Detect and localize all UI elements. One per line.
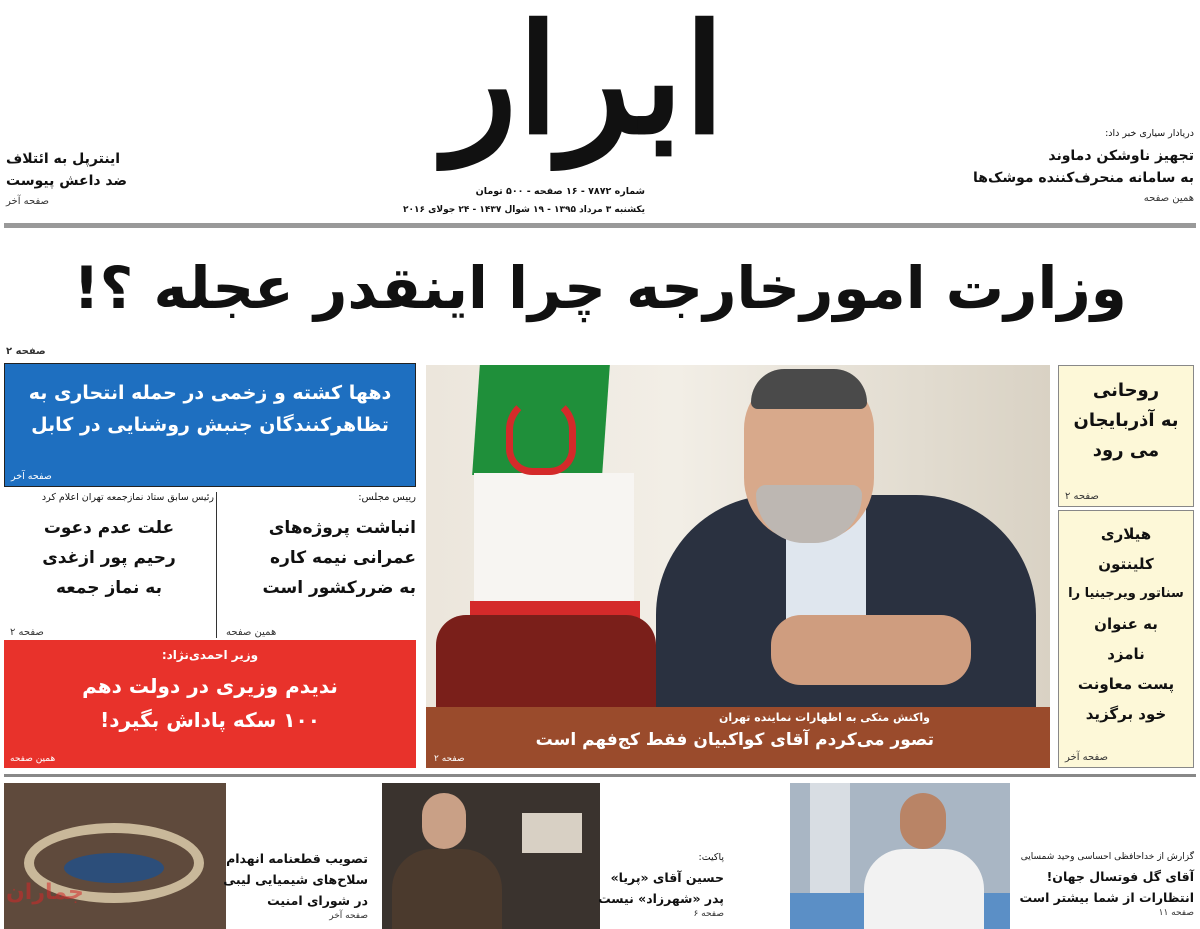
blue-box[interactable] bbox=[4, 363, 416, 487]
photo-caption-headline: تصور می‌کردم آقای کواکبیان فقط کج‌فهم است bbox=[535, 730, 934, 750]
teaser-left-page: صفحه آخر bbox=[6, 196, 50, 207]
photo-caption-kicker: واکنش متکی به اظهارات نماینده تهران bbox=[719, 711, 930, 724]
teaser-right[interactable] bbox=[960, 128, 1194, 220]
red-box-line-2: ۱۰۰ سکه پاداش بگیرد! bbox=[100, 708, 320, 732]
red-box-line-1: ندیدم وزیری در دولت دهم bbox=[82, 674, 338, 698]
story-majlis-kicker: رییس مجلس: bbox=[358, 492, 416, 503]
bottom-tv-line-1: حسین آقای «پریا» bbox=[610, 870, 724, 885]
side-clinton-line-6: پست معاونت bbox=[1077, 675, 1175, 693]
bottom-futsal-kicker: گزارش از خداحافظی احساسی وحید شمسایی bbox=[1020, 852, 1194, 862]
side-clinton[interactable] bbox=[1058, 510, 1194, 768]
side-rouhani-line-2: به آذربایجان bbox=[1073, 410, 1179, 431]
person-hair bbox=[751, 369, 867, 409]
red-box-kicker: وزیر احمدی‌نژاد: bbox=[161, 648, 259, 662]
bottom-futsal-line-2: انتظارات از شما بیشتر است bbox=[1019, 890, 1194, 905]
story-friday[interactable] bbox=[4, 492, 214, 638]
bottom-futsal-line-1: آقای گل فوتسال جهان! bbox=[1046, 869, 1194, 884]
side-clinton-line-1: هیلاری bbox=[1100, 525, 1152, 543]
flag-white-stripe bbox=[474, 473, 634, 603]
futsal-photo bbox=[790, 783, 1010, 929]
story-majlis-line-1: انباشت پروژه‌های bbox=[268, 518, 416, 538]
person-hands bbox=[771, 615, 971, 685]
teaser-left[interactable] bbox=[6, 148, 186, 218]
bottom-rule bbox=[4, 774, 1196, 777]
side-rouhani-page: صفحه ۲ bbox=[1065, 491, 1099, 502]
tv-background-sign bbox=[522, 813, 582, 853]
bottom-futsal-page: صفحه ۱۱ bbox=[1158, 908, 1194, 918]
side-clinton-line-3: سناتور ویرجینیا را bbox=[1068, 586, 1184, 601]
main-headline[interactable]: وزارت امورخارجه چرا اینقدر عجله ؟! bbox=[73, 254, 1127, 322]
masthead-rule bbox=[4, 223, 1196, 228]
main-photo bbox=[426, 365, 1050, 707]
tv-person-body bbox=[392, 849, 502, 929]
photo-caption[interactable] bbox=[426, 707, 1050, 768]
bottom-un-line-3: در شورای امنیت bbox=[267, 893, 368, 908]
story-friday-page: صفحه ۲ bbox=[10, 627, 44, 638]
bottom-tv-line-2: پدر «شهرزاد» نیست bbox=[598, 891, 724, 906]
story-friday-kicker: رئیس سابق ستاد نمازجمعه تهران اعلام کرد bbox=[41, 492, 214, 503]
bottom-tv-kicker: پاکیت: bbox=[698, 852, 724, 863]
story-majlis-line-3: به ضررکشور است bbox=[262, 578, 416, 598]
bottom-un-line-1: تصویب قطعنامه انهدام bbox=[226, 851, 368, 866]
bottom-tv-page: صفحه ۶ bbox=[693, 909, 724, 919]
teaser-right-headline-2: به سامانه منحرف‌کننده موشک‌ها bbox=[973, 170, 1194, 186]
side-clinton-line-2: کلینتون bbox=[1098, 555, 1154, 573]
bottom-un-page: صفحه آخر bbox=[329, 911, 368, 921]
side-clinton-line-5: نامزد bbox=[1107, 645, 1145, 663]
column-divider bbox=[216, 492, 217, 638]
futsal-background-player bbox=[810, 783, 850, 893]
teaser-left-headline-1: اینترپل به ائتلاف bbox=[6, 151, 121, 167]
blue-box-page: صفحه آخر bbox=[11, 471, 52, 482]
masthead-logo: ابرار bbox=[444, 0, 726, 168]
main-headline-page: صفحه ۲ bbox=[6, 346, 46, 357]
story-friday-line-1: علت عدم دعوت bbox=[43, 518, 175, 538]
side-rouhani-line-1: روحانی bbox=[1092, 380, 1160, 401]
story-majlis[interactable] bbox=[218, 492, 416, 638]
side-clinton-line-4: به عنوان bbox=[1094, 615, 1158, 633]
story-friday-line-2: رحیم پور ازغدی bbox=[42, 548, 176, 568]
teaser-right-page: همین صفحه bbox=[1143, 193, 1194, 204]
un-photo bbox=[4, 783, 226, 929]
chair bbox=[436, 615, 656, 707]
side-clinton-page: صفحه آخر bbox=[1065, 752, 1109, 763]
flag-emblem bbox=[506, 395, 576, 475]
masthead bbox=[0, 0, 1200, 228]
blue-box-line-2: تظاهرکنندگان جنبش روشنایی در کابل bbox=[31, 414, 389, 436]
watermark: جماران bbox=[6, 880, 84, 905]
blue-box-line-1: دهها کشته و زخمی در حمله انتحاری به bbox=[28, 382, 392, 404]
story-friday-line-3: به نماز جمعه bbox=[55, 578, 163, 598]
date-line: یکشنبه ۳ مرداد ۱۳۹۵ - ۱۹ شوال ۱۴۳۷ - ۲۴ جولای ۲۰۱۶ bbox=[403, 205, 645, 215]
un-floor bbox=[64, 853, 164, 883]
futsal-player-head bbox=[900, 793, 946, 849]
issue-line: شماره ۷۸۷۲ - ۱۶ صفحه - ۵۰۰ تومان bbox=[475, 186, 645, 197]
teaser-right-headline-1: تجهیز ناوشکن دماوند bbox=[1048, 148, 1194, 164]
tv-person-head bbox=[422, 793, 466, 849]
side-clinton-line-7: خود برگزید bbox=[1085, 705, 1167, 723]
bottom-tv[interactable] bbox=[598, 852, 724, 928]
bottom-un-line-2: سلاح‌های شیمیایی لیبی bbox=[223, 872, 368, 887]
futsal-player-jersey bbox=[864, 849, 984, 929]
bottom-un[interactable] bbox=[223, 848, 368, 928]
story-majlis-line-2: عمرانی نیمه کاره bbox=[270, 548, 416, 568]
side-rouhani-line-3: می رود bbox=[1092, 440, 1160, 461]
tv-photo bbox=[382, 783, 600, 929]
story-majlis-page: همین صفحه bbox=[226, 627, 277, 638]
red-box-page: همین صفحه bbox=[10, 754, 56, 764]
side-rouhani[interactable] bbox=[1058, 365, 1194, 507]
red-box[interactable] bbox=[4, 640, 416, 768]
bottom-futsal[interactable] bbox=[1012, 852, 1194, 928]
teaser-right-kicker: دریادار سیاری خبر داد: bbox=[1105, 128, 1194, 139]
teaser-left-headline-2: ضد داعش پیوست bbox=[6, 173, 128, 189]
photo-caption-page: صفحه ۲ bbox=[434, 754, 465, 764]
